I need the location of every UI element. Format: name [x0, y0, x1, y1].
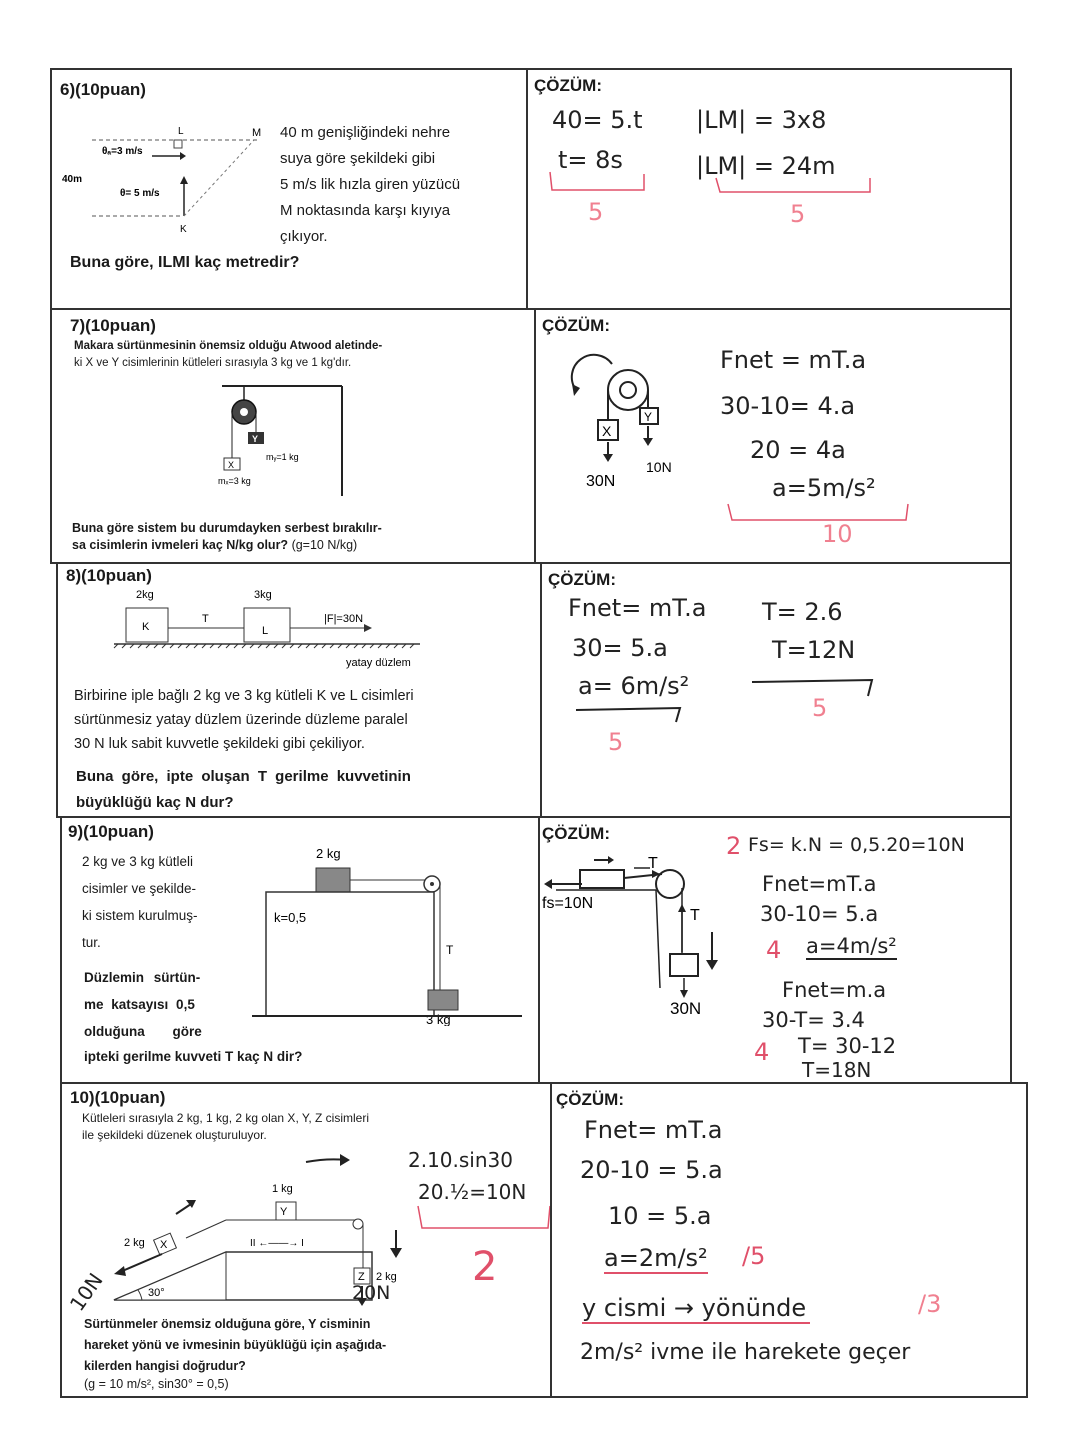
q10-margin-score: 2	[472, 1244, 498, 1290]
q10-hw-line: 20-10 = 5.a	[580, 1156, 723, 1184]
svg-text:II ←——→ I: II ←——→ I	[250, 1238, 304, 1249]
q6-hw-line: 40= 5.t	[552, 106, 643, 134]
question-7-title: 7)(10puan)	[70, 316, 156, 335]
atwood-sketch	[556, 350, 706, 500]
solution-10-title: ÇÖZÜM:	[556, 1090, 624, 1109]
q8-score-b: 5	[812, 694, 828, 722]
svg-text:X: X	[602, 423, 612, 439]
svg-text:X: X	[228, 460, 235, 470]
svg-text:Y: Y	[280, 1206, 288, 1218]
q8-prompt-line: büyüklüğü kaç N dur?	[76, 794, 234, 811]
solution-10-cell	[550, 1084, 1026, 1396]
q9-score-a: 2	[726, 832, 742, 860]
point-M-label: M	[252, 127, 262, 139]
q10-hw-line: Fnet= mT.a	[584, 1116, 723, 1144]
q6-hw-line: t= 8s	[558, 146, 623, 174]
table-pulley-sketch	[542, 848, 742, 1018]
question-9-cell	[62, 818, 540, 1082]
q9-hw-line: 30-T= 3.4	[762, 1008, 865, 1032]
q7-hw-line: 20 = 4a	[750, 436, 846, 464]
solution-9-cell	[536, 818, 1010, 1082]
exam-sheet	[50, 68, 1012, 1398]
q8-hw-line: 30= 5.a	[572, 634, 668, 662]
q6-text-line: çıkıyor.	[280, 228, 328, 245]
svg-text:1 kg: 1 kg	[272, 1183, 293, 1195]
question-10-cell	[62, 1084, 552, 1396]
q10-hw-line: a=2m/s²	[604, 1244, 708, 1272]
q9-hw-line: T= 30-12	[798, 1034, 897, 1058]
q9-score-c: 4	[754, 1038, 770, 1066]
river-figure	[62, 118, 262, 238]
q7-prompt-line: Buna göre sistem bu durumdayken serbest bırakılır-	[72, 521, 382, 535]
water-velocity-label: θₐ=3 m/s	[102, 146, 143, 157]
q10-margin-hw: 2.10.sin30	[408, 1148, 513, 1172]
question-7-prompt	[72, 520, 382, 554]
question-10-given: (g = 10 m/s², sin30° = 0,5)	[84, 1377, 229, 1391]
q7-given: (g=10 N/kg)	[291, 538, 358, 552]
svg-text:Y: Y	[644, 410, 653, 424]
question-8-prompt	[76, 764, 411, 816]
question-6-cell	[52, 70, 528, 308]
q10-margin-hw: 10N	[64, 1268, 108, 1316]
solution-7-title: ÇÖZÜM:	[542, 316, 610, 335]
q9-hw-line: Fnet=m.a	[782, 978, 887, 1002]
q10-score-a: /5	[742, 1242, 766, 1270]
q10-margin-hw: 20N	[352, 1282, 391, 1304]
q9-condition-line: me katsayısı 0,5	[84, 997, 195, 1012]
swimmer-velocity-label: θ= 5 m/s	[120, 188, 160, 199]
q9-text-line: cisimler ve şekilde-	[82, 881, 197, 896]
q7-prompt-line: sa cisimlerin ivmeleri kaç N/kg olur?	[72, 538, 289, 552]
q10-margin-bracket	[416, 1200, 552, 1236]
q8-score-brackets	[572, 676, 892, 726]
q10-intro-line: ile şekildeki düzenek oluşturuluyor.	[82, 1128, 267, 1142]
q6-text-line: M noktasında karşı kıyıya	[280, 202, 451, 219]
question-6-title: 6)(10puan)	[60, 80, 146, 99]
q8-text-line: 30 N luk sabit kuvvetle şekildeki gibi çekiliyor.	[74, 736, 365, 752]
question-7-row	[50, 308, 1012, 564]
question-8-text	[74, 684, 414, 756]
block-2kg	[316, 868, 350, 892]
svg-text:k=0,5: k=0,5	[274, 910, 307, 925]
q6-hw-line: |LM| = 3x8	[696, 106, 827, 134]
svg-text:2 kg: 2 kg	[124, 1237, 145, 1249]
q10-hw-line: 2m/s² ivme ile harekete geçer	[580, 1340, 911, 1365]
svg-text:|F|=30N: |F|=30N	[324, 613, 364, 625]
svg-text:mᵧ=1 kg: mᵧ=1 kg	[266, 452, 299, 462]
q10-prompt-line: kilerden hangisi doğrudur?	[84, 1359, 246, 1373]
question-9-row	[60, 816, 1012, 1084]
q9-hw-line: T=18N	[802, 1058, 872, 1082]
q9-text-line: tur.	[82, 935, 101, 950]
q9-hw-line: Fs= k.N = 0,5.20=10N	[748, 834, 965, 856]
q7-score-bracket	[726, 498, 916, 524]
svg-text:10N: 10N	[646, 459, 672, 475]
svg-text:2 kg: 2 kg	[376, 1271, 397, 1283]
q10-margin-hw: 20.½=10N	[418, 1180, 527, 1204]
q8-score-a: 5	[608, 728, 624, 756]
q9-score-b: 4	[766, 936, 782, 964]
solution-8-title: ÇÖZÜM:	[548, 570, 616, 589]
q6-hw-line: |LM| = 24m	[696, 152, 836, 180]
point-K-label: K	[180, 224, 187, 235]
q6-text-line: 5 m/s lik hızla giren yüzücü	[280, 176, 461, 193]
q8-hw-line: Fnet= mT.a	[568, 594, 707, 622]
question-6-text	[280, 120, 500, 250]
svg-text:fs=10N: fs=10N	[542, 895, 594, 912]
question-8-title: 8)(10puan)	[66, 566, 152, 585]
question-9-title: 9)(10puan)	[68, 822, 154, 841]
question-7-cell	[52, 310, 536, 562]
q10-intro-line: Kütleleri sırasıyla 2 kg, 1 kg, 2 kg olan X, Y, Z cisimleri	[82, 1111, 370, 1125]
q6-score-b: 5	[790, 200, 806, 228]
svg-text:T: T	[446, 943, 454, 957]
q10-score-b: /3	[918, 1290, 942, 1318]
question-9-prompt: ipteki gerilme kuvveti T kaç N dir?	[84, 1049, 303, 1064]
q6-text-line: 40 m genişliğindeki nehre	[280, 124, 451, 141]
q7-hw-line: 30-10= 4.a	[720, 392, 856, 420]
question-10-prompt	[84, 1314, 386, 1377]
q8-text-line: sürtünmesiz yatay düzlem üzerinde düzleme paralel	[74, 712, 408, 728]
q9-condition-line: olduğuna göre	[84, 1024, 202, 1039]
q7-score: 10	[822, 520, 853, 548]
solution-6-cell	[528, 70, 1010, 308]
svg-text:30N: 30N	[670, 999, 702, 1018]
block-3kg	[428, 990, 458, 1010]
svg-text:mₓ=3 kg: mₓ=3 kg	[218, 476, 251, 486]
q9-hw-line: Fnet=mT.a	[762, 872, 877, 896]
incline-surface	[114, 1252, 226, 1300]
q7-hw-line: Fnet = mT.a	[720, 346, 867, 374]
question-6-row	[50, 68, 1012, 310]
question-6-prompt: Buna göre, ILMI kaç metredir?	[70, 254, 300, 271]
svg-text:T: T	[648, 855, 658, 872]
svg-text:30N: 30N	[586, 473, 616, 490]
point-L-label: L	[178, 126, 184, 137]
svg-text:2 kg: 2 kg	[316, 846, 341, 861]
atwood-figure	[212, 378, 352, 498]
q7-intro-line: ki X ve Y cisimlerinin kütleleri sırasıyla 3 kg ve 1 kg'dır.	[74, 357, 352, 369]
q9-text-line: 2 kg ve 3 kg kütleli	[82, 854, 194, 869]
svg-text:K: K	[142, 621, 150, 633]
svg-text:yatay düzlem: yatay düzlem	[346, 657, 411, 669]
question-8-cell	[58, 564, 542, 816]
svg-text:3kg: 3kg	[254, 589, 272, 601]
question-7-intro	[74, 338, 382, 372]
q7-intro-line: Makara sürtünmesinin önemsiz olduğu Atwood aletinde-	[74, 340, 383, 352]
question-9-condition	[84, 964, 224, 1045]
q6-score-a: 5	[588, 198, 604, 226]
svg-text:L: L	[262, 625, 269, 637]
q9-hw-line: a=4m/s²	[806, 934, 897, 958]
solution-9-title: ÇÖZÜM:	[542, 824, 610, 843]
river-width-label: 40m	[62, 174, 83, 185]
svg-text:30°: 30°	[148, 1287, 165, 1299]
q6-text-line: suya göre şekildeki gibi	[280, 150, 436, 167]
solution-7-cell	[536, 310, 1010, 562]
question-10-row	[60, 1082, 1028, 1398]
svg-text:T: T	[690, 907, 700, 924]
q10-hw-line: 10 = 5.a	[608, 1202, 712, 1230]
q7-hw-line: a=5m/s²	[772, 474, 876, 502]
solution-8-cell	[542, 564, 1010, 816]
q9-condition-line: Düzlemin sürtün-	[84, 970, 201, 985]
q8-text-line: Birbirine iple bağlı 2 kg ve 3 kg kütleli K ve L cisimleri	[74, 688, 414, 704]
svg-text:X: X	[160, 1239, 168, 1251]
q10-score-b-value: 3	[926, 1290, 942, 1318]
horizontal-blocks-figure	[108, 586, 428, 672]
q6-score-brackets	[548, 170, 878, 200]
q9-text-line: ki sistem kurulmuş-	[82, 908, 198, 923]
q10-hw-line: y cismi → yönünde	[582, 1294, 810, 1324]
q10-score-a-value: 5	[750, 1242, 766, 1270]
solution-6-title: ÇÖZÜM:	[534, 76, 602, 95]
q9-hw-line: 30-10= 5.a	[760, 902, 879, 926]
q8-prompt-line: Buna göre, ipte oluşan T gerilme kuvvetinin	[76, 768, 411, 785]
svg-text:Y: Y	[252, 434, 259, 444]
svg-text:Z: Z	[358, 1271, 365, 1283]
table-pulley-figure	[252, 846, 522, 1026]
question-9-text	[82, 848, 198, 956]
question-8-row	[56, 562, 1012, 818]
question-10-intro	[82, 1110, 369, 1144]
q8-hw-line: a= 6m/s²	[578, 672, 690, 700]
q10-prompt-line: Sürtünmeler önemsiz olduğuna göre, Y cisminin	[84, 1317, 371, 1331]
q10-prompt-line: hareket yönü ve ivmesinin büyüklüğü için aşağıda-	[84, 1338, 387, 1352]
q8-hw-line: T=12N	[772, 636, 856, 664]
svg-text:T: T	[202, 613, 209, 625]
q8-hw-line: T= 2.6	[762, 598, 843, 626]
svg-text:3 kg: 3 kg	[426, 1012, 451, 1026]
svg-text:2kg: 2kg	[136, 589, 154, 601]
question-10-title: 10)(10puan)	[70, 1088, 166, 1107]
